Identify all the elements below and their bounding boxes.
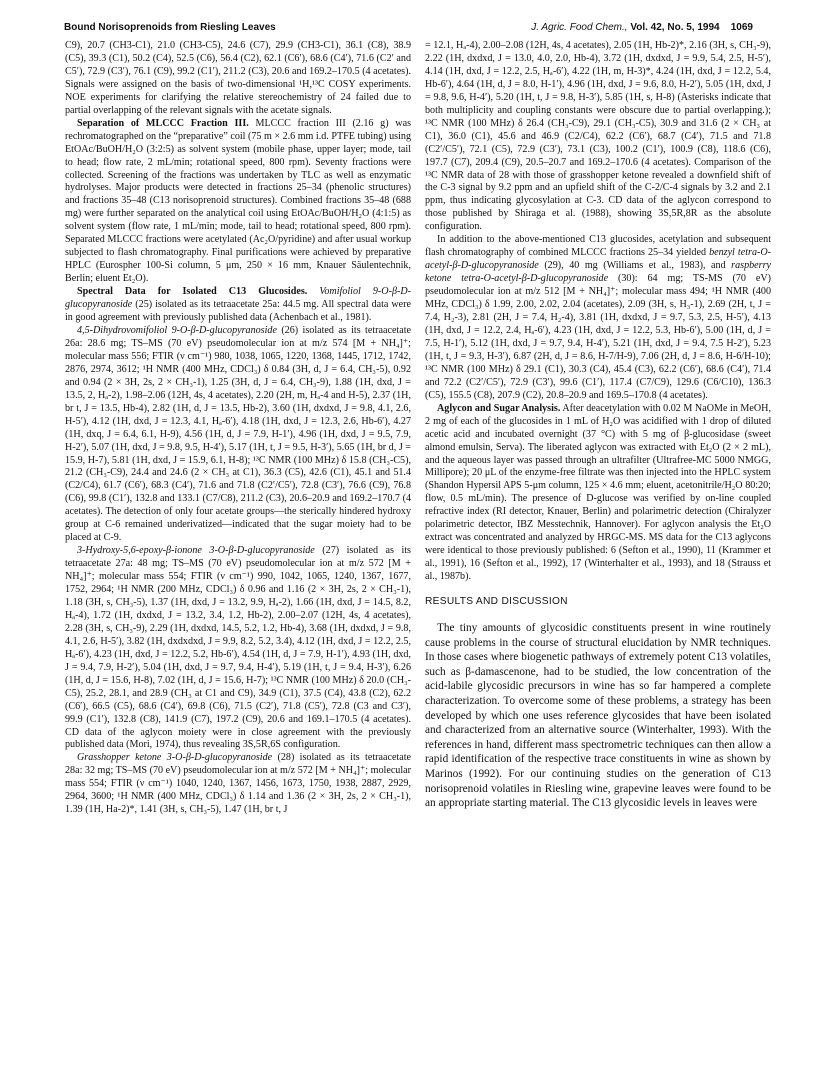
left-column xyxy=(65,40,411,1060)
journal-name: J. Agric. Food Chem., xyxy=(531,22,628,33)
journal-issue: Vol. 42, No. 5, 1994 xyxy=(630,22,720,33)
section-heading-results: RESULTS AND DISCUSSION xyxy=(425,596,568,608)
right-column xyxy=(425,40,771,1060)
paragraph-compound-28-continued: = 12.1, Hₐ-4), 2.00–2.08 (12H, 4s, 4 acetates), 2.05 (1H, Hb-2)*, 2.16 (3H, s, CH₃-9), 2.22 (1H, dxdxd, J = 13.0, 4.0, 2.0, Hb-4), 3.72 (1H, dxdxd, J = 9.9, 5.4, 2.5, H-5′), 4.14 (1H, dxd, J = 12.2, 2.5, Hₐ-6′), 4.22 (1H, m, H-3)*, 4.24 (1H, dxd, J = 12.2, 5.4, Hb-6′), 4.64 (1H, d, J = 8.0, H-1′), 4.96 (1H, dxd, J = 9.6, 8.0, H-2′), 5.05 (1H, dxd, J = 9.8, 9.6, H-4′), 5.20 (1H, t, J = 9.8, H-3′), 5.85 (1H, s, H-8) (Asterisks indicate that both multiplicity and coupling constants were obscure due to partial overlapping.); ¹³C NMR (100 MHz) δ 26.4 (CH₃-C9), 29.1 (CH₃-C5), 30.9 and 31.6 (2 × CH₃ at C1), 36.0 (C1), 45.6 and 46.9 (C2/C4), 62.2 (C6′), 68.7 (C4′), 71.5 and 71.8 (C2′/C5′), 72.1 (C5), 72.9 (C3′), 73.1 (C3), 100.2 (C1′), 100.9 (C8), 118.6 (C6), 197.7 (C7), 209.4 (C9), 20.5–20.7 and 169.2–170.6 (4 acetates). Comparison of the ¹³C NMR data of 28 with those of grasshopper ketone revealed a downfield shift of the C-3 signal by 9.2 ppm and an upfield shift of the C-2/C-4 signals by 3.2 and 2.1 ppm, thus indicating glycosylation at C-3. CD data of the aglycon correspond to those published by Shiraga et al. (1988), showing 3S,5R,8R as the absolute configuration. xyxy=(425,40,771,233)
paragraph-compound-28: Grasshopper ketone 3-O-β-D-glucopyranoside (28) isolated as its tetraacetate 28a: 32 mg; TS–MS (70 eV) pseudomolecular ion at m/z 572 [M + NH₄]⁺; molecular mass 554; FTIR (ν cm⁻¹) 1040, 1240, 1367, 1456, 1673, 1750, 1938, 2887, 2929, 2964, 3600; ¹H NMR (400 MHz, CDCl₃) δ 1.14 and 1.36 (2 × 3H, 2s, 2 × CH₃-1), 1.39 (1H, Ha-2)*, 1.41 (3H, s, CH₃-5), 1.47 (1H, br t, J xyxy=(65,752,411,816)
run-in-heading: Separation of MLCCC Fraction III. xyxy=(77,117,249,129)
compound-name: Vomifoliol 9-O-β-D-glucopyranoside xyxy=(65,286,411,311)
paragraph-results: The tiny amounts of glycosidic constituents present in wine routinely cause problems in the course of structural elucidation by NMR techniques. In those cases where biogenetic pathways of extremely potent C13 volatiles, such as β-damascenone, had to be studied, the low concentration of the acid-labile glycosidic precursors in wine has so far hampered a complete characterization. To overcome some of these problems, a strategy has been developed by which one uses reference glycosides that have been isolated and characterized from an alternative source (Winterhalter, 1993). With the references in hand, different mass spectrometric techniques can then allow a rapid identification of the respective trace constituents in wine as shown by Marinos (1992). For our continuing studies on the generation of C13 norisoprenoid volatiles in Riesling wine, grapevine leaves were found to be an appropriate starting material. The C13 glycosidic levels in leaves were xyxy=(425,621,771,810)
run-in-heading: Aglycon and Sugar Analysis. xyxy=(437,402,561,414)
compound-name: benzyl tetra-O-acetyl-β-D-glucopyranoside xyxy=(425,247,771,272)
nmr-data-continued: C9), 20.7 (CH3-C1), 21.0 (CH3-C5), 24.6 (C7), 29.9 (CH3-C1), 36.1 (C8), 38.9 (C5), 39.3 (C1), 50.2 (C4), 52.5 (C6), 56.4 (C2), 62.1 (C6′), 68.6 (C4′), 71.6 (C2′ and C5′), 72.9 (C3′), 76.1 (C9), 99.2 (C1′), 211.2 (C3), 20.6 and 169.2–170.5 (4 acetates). Signals were assigned on the basis of two-dimensional ¹H,¹³C COSY experiments. NOE experiments for clarifying the relative stereochemistry of 24 failed due to partial overlapping of the relevant signals with the acetate signals. xyxy=(65,40,411,116)
paragraph-aglycon-analysis: Aglycon and Sugar Analysis. After deacetylation with 0.02 M NaOMe in MeOH, 2 mg of each of the glucosides in 1 mL of H₂O was acidified with 1 drop of diluted acetic acid and incubated overnight (37 °C) with 5 mg of β-glucosidase (sweet almond emulsin, Serva). The liberated aglycon was extracted with Et₂O (2 × 2 mL), and the aqueous layer was passed through an ultrafilter (Ultrafree-MC 5000 NMGG, Millipore); 20 μL of the enzyme-free filtrate was then injected into the HPLC system (Shandon Hypersil APS 5-μm column, 125 × 4.6 mm; eluent, acetonitrile/H₂O 80:20; flow, 0.5 mL/min). The presence of D-glucose was verified by on-line coupled refractive index (RI detector, Knauer, Berlin) and polarimetric detection (Chiralyzer polarimetric detector, IBZ Messtechnik, Hannover). For aglycon analysis the Et₂O extract was concentrated and analyzed by HRGC-MS. MS data for the C13 aglycons were identical to those previously published: 6 (Sefton et al., 1990), 11 (Krammer et al., 1991), 16 (Sefton et al., 1992), 17 (Winterhalter et al., 1993), and 18 (Strauss et al., 1987b). xyxy=(425,402,771,583)
running-header xyxy=(64,10,753,33)
run-in-heading: Spectral Data for Isolated C13 Glucosides. xyxy=(77,286,308,298)
running-title: Bound Norisoprenoids from Riesling Leaves xyxy=(64,22,276,33)
paragraph-spectral-data: Spectral Data for Isolated C13 Glucosides. Vomifoliol 9-O-β-D-glucopyranoside (25) isolated as its tetraacetate 25a: 44.5 mg. All spectral data were in good agreement with previously published data (Achenbach et al., 1981). xyxy=(65,286,411,324)
compound-name: raspberry ketone tetra-O-acetyl-β-D-glucopyranoside xyxy=(425,260,771,285)
compound-name: Grasshopper ketone 3-O-β-D-glucopyranoside xyxy=(77,752,273,764)
journal-citation xyxy=(531,22,753,33)
paragraph-compound-27: 3-Hydroxy-5,6-epoxy-β-ionone 3-O-β-D-glucopyranoside (27) isolated as its tetraacetate 27a: 48 mg; TS–MS (70 eV) pseudomolecular ion at m/z 572 [M + NH₄]⁺; molecular mass 554; FTIR (ν cm⁻¹) 990, 1042, 1065, 1240, 1367, 1677, 1752, 2964; ¹H NMR (200 MHz, CDCl₃) δ 0.96 and 1.16 (2 × 3H, 2s, 2 × CH₃-1), 1.18 (3H, s, CH₃-5), 1.37 (1H, dxd, J = 13.2, 9.9, Hₐ-2), 1.66 (1H, dxd, J = 14.5, 8.2, Hₐ-4), 1.72 (1H, dxdxd, J = 13.2, 3.4, 1.2, Hb-2), 2.00–2.07 (12H, 4s, 4 acetates), 2.28 (3H, s, CH₃-9), 2.29 (1H, dxdxd, 14.5, 5.2, 1.2, Hb-4), 3.68 (1H, dxdxd, J = 9.8, 4.1, 2.6, H-5′), 3.82 (1H, dxdxdxd, J = 9.9, 8.2, 5.2, 3.4), 4.12 (1H, dxd, J = 12.2, 2.5, Hₐ-6′), 4.23 (1H, dxd, J = 12.2, 5.2, Hb-6′), 4.54 (1H, d, J = 7.9, H-1′), 4.93 (1H, dxd, J = 9.4, 7.9, H-2′), 5.04 (1H, dxd, J = 9.7, 9.4, H-4′), 5.19 (1H, t, J = 9.4, H-3′), 6.26 (1H, d, J = 15.6, H-8), 7.02 (1H, d, J = 15.6, H-7); ¹³C NMR (100 MHz) δ 20.0 (CH₃-C5), 25.2, 28.1, and 28.9 (CH₃ at C1 and C9), 34.9 (C1), 37.5 (C4), 43.8 (C2), 62.2 (C6′), 66.5 (C5), 68.6 (C4′), 69.8 (C6), 71.5 (C2′), 71.8 (C5′), 72.8 (C3 and C3′), 99.9 (C1′), 132.8 (C8), 141.9 (C7), 197.2 (C9), 20.6 and 169.1–170.5 (4 acetates). CD data of the aglycon moiety were in close agreement with the previously published data (Mori, 1974), thus revealing 3S,5R,6S configuration. xyxy=(65,545,411,751)
paragraph-compound-26: 4,5-Dihydrovomifoliol 9-O-β-D-glucopyranoside (26) isolated as its tetraacetate 26a: 28.6 mg; TS–MS (70 eV) pseudomolecular ion at m/z 574 [M + NH₄]⁺; molecular mass 556; FTIR (ν cm⁻¹) 980, 1038, 1065, 1220, 1368, 1445, 1712, 1742, 2876, 2974, 3612; ¹H NMR (400 MHz, CDCl₃) δ 0.84 (3H, d, J = 6.4, CH₃-5), 0.92 and 0.94 (2 × 3H, 2s, 2 × CH₃-1), 1.25 (3H, d, J = 6.4, CH₃-9), 1.88 (1H, dxd, J = 13.5, 2, Hₐ-2), 1.98–2.06 (12H, 4s, 4 acetates), 2.20 (2H, m, Hₐ-4 and H-5), 2.37 (1H, br t, J = 13.5, Hb-4), 2.82 (1H, d, J = 13.5, Hb-2), 3.60 (1H, dxdxd, J = 9.8, 4.1, 2.6, H-5′), 4.12 (1H, dxd, J = 12.3, 4.1, Hₐ-6′), 4.18 (1H, dxd, J = 12.3, 2.6, Hb-6′), 4.27 (1H, dxq, J = 6.4, 6.1, H-9), 4.56 (1H, d, J = 7.9, H-1′), 4.96 (1H, dxd, J = 9.5, 7.9, H-2′), 5.07 (1H, dxd, J = 9.8, 9.5, H-4′), 5.17 (1H, t, J = 9.5, H-3′), 5.65 (1H, br d, J = 15.9, H-7), 5.81 (1H, dxd, J = 15.9, 6.1, H-8); ¹³C NMR (100 MHz) δ 15.8 (CH₃-C5), 21.2 (CH₃-C9), 24.4 and 24.6 (2 × CH₃ at C1), 36.3 (C5), 42.6 (C1), 45.1 and 51.4 (C2/C4), 61.7 (C6′), 68.3 (C4′), 71.6 and 71.8 (C2′/C5′), 72.8 (C3′), 76.6 (C9), 76.8 (C6), 99.8 (C1′), 132.8 and 133.1 (C7/C8), 211.2 (C3), 20.6–20.9 and 169.2–170.7 (4 acetates). The detection of only four acetate groups—the sterically hindered hydroxy group at C-6 remained underivatized—indicated that the sugar moiety had to be placed at C-9. xyxy=(65,324,411,544)
paragraph-compounds-29-30: In addition to the above-mentioned C13 glucosides, acetylation and subsequent flash chromatography of combined MLCCC fractions 25–34 yielded benzyl tetra-O-acetyl-β-D-glucopyranoside (29), 40 mg (Williams et al., 1983), and raspberry ketone tetra-O-acetyl-β-D-glucopyranoside (30): 64 mg; TS-MS (70 eV) pseudomolecular ion at m/z 512 [M + NH₄]⁺; molecular mass 494; ¹H NMR (400 MHz, CDCl₃) δ 1.99, 2.00, 2.02, 2.04 (acetates), 2.09 (3H, s, H₃-1), 2.69 (2H, t, J = 7.4, H₂-3), 2.81 (2H, J = 7.4, H₂-4), 3.81 (1H, dxdxd, J = 9.7, 5.3, 2.5, H-5′), 4.13 (1H, dxd, J = 12.2, 2.4, Hₐ-6′), 4.23 (1H, dxd, J = 12.2, 5.3, Hb-6′), 5.00 (1H, d, J = 7.5, H-1′), 5.12 (1H, dxd, J = 9.7, 9.4, H-4′), 5.21 (1H, dxd, J = 9.4, 7.5 H-2′), 5.23 (1H, t, J = 9.3, H-3′), 6.87 (2H, d, J = 8.6, H-7/H-9), 7.06 (2H, d, J = 8.6, H-6/H-10); ¹³C NMR (100 MHz) δ 29.1 (C1), 30.3 (C4), 45.4 (C3), 62.2 (C6′), 68.6 (C4′), 71.4 and 72.2 (C2′/C5′), 72.9 (C3′), 99.6 (C1′), 117.4 (C7/C9), 129.6 (C6/C10), 136.3 (C5), 155.5 (C8), 207.9 (C2), 20.8–20.9 and 169.5–170.8 (4 acetates). xyxy=(425,234,771,401)
compound-name: 4,5-Dihydrovomifoliol 9-O-β-D-glucopyranoside xyxy=(77,324,277,336)
compound-name: 3-Hydroxy-5,6-epoxy-β-ionone 3-O-β-D-glucopyranoside xyxy=(77,545,315,557)
page-number: 1069 xyxy=(730,22,753,33)
paragraph-mlccc-fraction: Separation of MLCCC Fraction III. MLCCC fraction III (2.16 g) was rechromatographed on the “preparative” coil (75 m × 2.6 mm i.d. PTFE tubing) using EtOAc/BuOH/H₂O (3:2:5) as solvent system (mobile phase, upper layer; mode, tail to head; flow rate, 2 mL/min; rotational speed, 800 rpm). Seventy fractions were collected. Screening of the fractions was undertaken by TLC as well as enzymatic hydrolyses. Major products were detected in fractions 25–34 (phenolic structures) and fractions 35–48 (C13 norisoprenoid structures). Combined fractions 35–48 (688 mg) were further separated on the analytical coil using EtOAc/BuOH/H₂O (4:1:5) as solvent system (flow rate, 1 mL/min; mode, tail to head; rotational speed, 800 rpm). Separated MLCCC fractions were acetylated (Ac₂O/pyridine) and after usual workup subjected to flash chromatography. Final purifications were achieved by preparative HPLC (Eurospher 100-Si column, 5 μm, 250 × 16 mm, Knauer Säulentechnik, Berlin; eluent Et₂O). xyxy=(65,117,411,285)
